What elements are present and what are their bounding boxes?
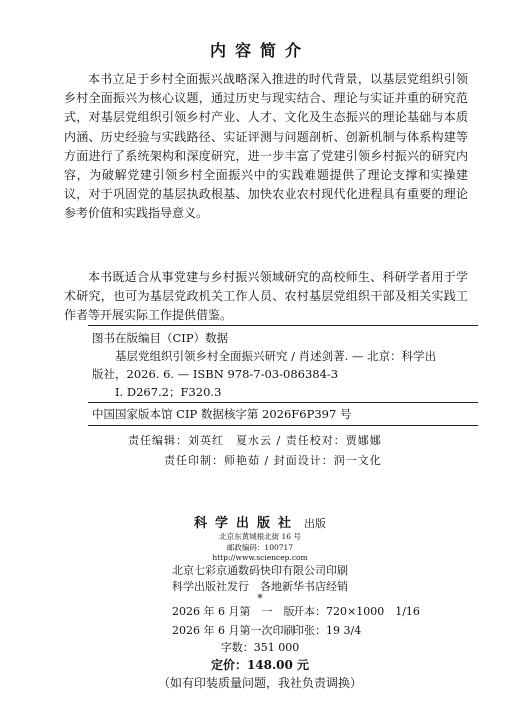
separator-star: * [257,592,263,605]
cip-line-2: 版社，2026. 6. — ISBN 978-7-03-086384-3 [92,367,339,381]
printing-credit: 责任印制：师艳茹 / 封面设计：润一文化 [164,454,382,467]
first-edition: 2026 年 6 月第 一 版 [172,605,295,618]
intro-paragraph-1: 本书立足于乡村全面振兴战略深入推进的时代背景，以基层党组织引领乡村全面振兴为核心议题，通过历史与现实结合、理论与实证并重的研究范式，对基层党组织引领乡村产业、人才、文化及生态振兴的理论基础与本质内涵、历史经验与实践路径、实证评测与问题剖析、创新机制与体系构建等方面进行了系统架构和深度研究，进一步丰富了党建引领乡村振兴的研究内容，为破解党建引领乡村全面振兴中的实践难题提供了理论支撑和实操建议，对于巩固党的基层执政根基、加快农业农村现代化进程具有重要的理论参考价值和实践指导意义。 [64,72,468,221]
cip-heading: 图书在版编目（CIP）数据 [92,331,229,345]
publisher-postcode: 邮政编码：100717 [226,543,294,552]
cip-line-1: 基层党组织引领乡村全面振兴研究 / 肖述剑著. — 北京：科学出 [115,349,437,363]
publisher-name: 科学出版社 [193,516,299,531]
page-title: 内容简介 [209,41,310,60]
word-count: 字数：351 000 [220,641,300,654]
cip-bottom-rule [88,425,478,426]
first-print: 2026 年 6 月第一次印刷 [172,624,295,637]
price: 定价：148.00 元 [210,658,310,672]
cip-line-3: Ⅰ. D267.2；F320.3 [115,385,222,399]
printer-line: 北京七彩京通数码快印有限公司印刷 [172,564,348,577]
cip-top-rule [88,325,478,326]
sheets: 印张：19 3/4 [293,624,362,637]
distribution-line: 科学出版社发行 各地新华书店经销 [172,580,348,593]
cip-block [92,329,472,401]
publisher-address: 北京东黄城根北街 16 号 [219,532,301,541]
publisher-name-line [0,512,520,531]
intro-paragraph-2: 本书既适合从事党建与乡村振兴领域研究的高校师生、科研学者用于学术研究，也可为基层党政机关工作人员、农村基层党组织干部及相关实践工作者等开展实际工作提供借鉴。 [64,270,468,323]
editors-credit: 责任编辑：刘英红 夏水云 / 责任校对：贾娜娜 [128,434,382,447]
publisher-suffix: 出版 [304,517,327,530]
cip-number: 中国国家版本馆 CIP 数据核字第 2026F6P397 号 [92,407,352,421]
quality-notice: （如有印装质量问题，我社负责调换） [157,676,362,690]
cip-mid-rule [88,402,478,403]
format: 开本：720×1000 1/16 [293,605,420,618]
publisher-website: http://www.sciencep.com [212,553,308,562]
